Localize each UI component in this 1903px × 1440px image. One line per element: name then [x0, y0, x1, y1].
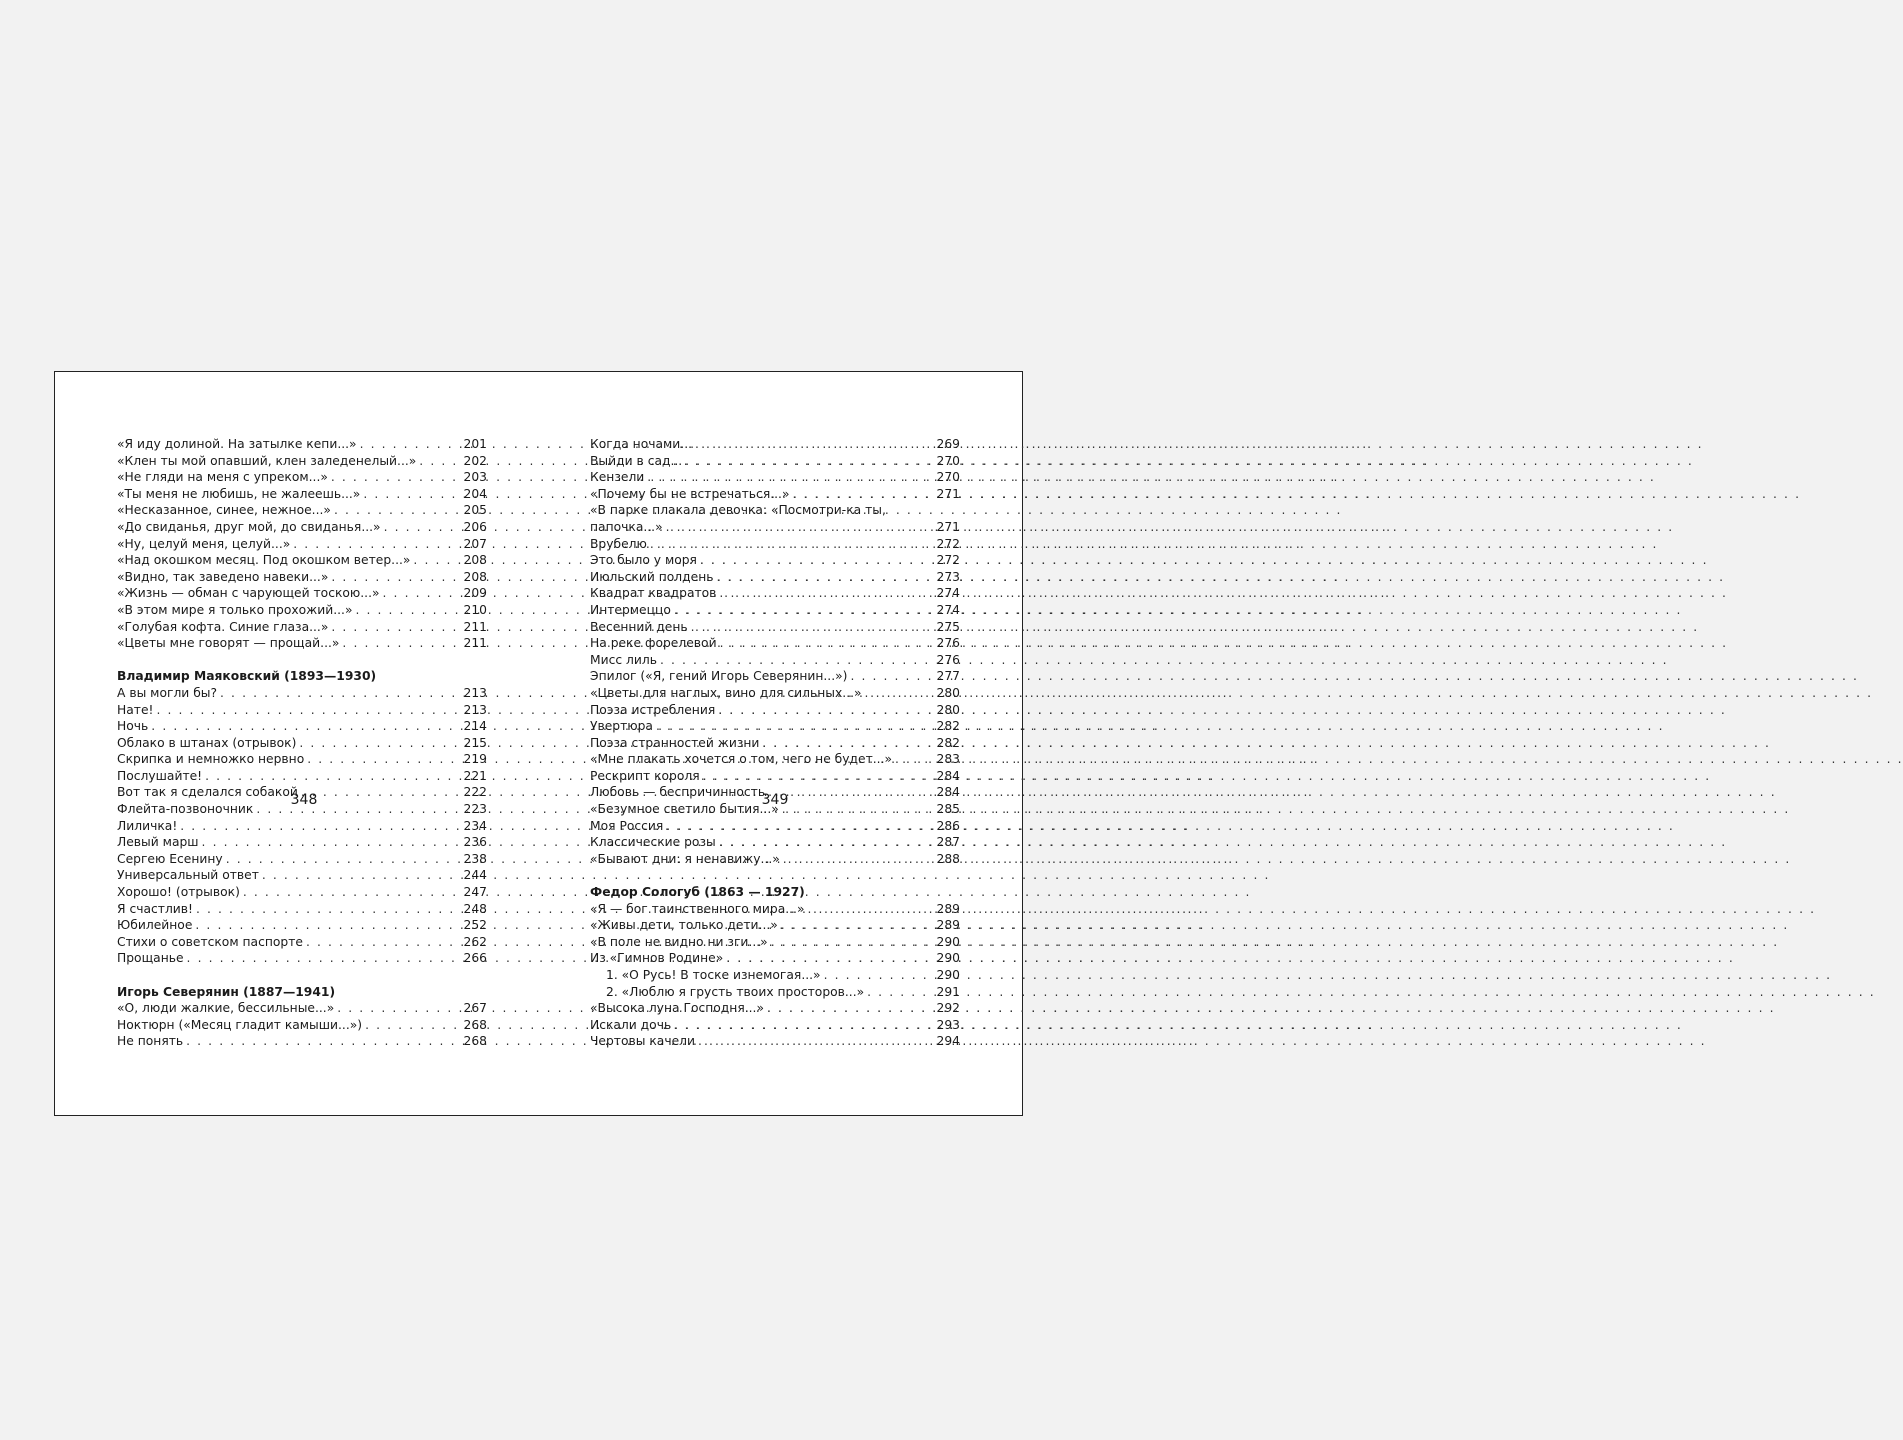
toc-entry[interactable]: [590, 967, 960, 984]
entry-title: Ноктюрн («Месяц гладит камыши...»): [117, 1017, 363, 1032]
entry-title: Юбилейное: [117, 918, 193, 933]
entry-title: «Несказанное, синее, нежное...»: [117, 503, 331, 518]
left-page-number: 348: [290, 792, 318, 808]
dot-leader: [656, 718, 933, 735]
entry-page-number: 268: [463, 1034, 487, 1049]
dot-leader: [156, 702, 460, 719]
dot-leader: [360, 436, 460, 453]
entry-title: Лиличка!: [117, 818, 178, 833]
dot-leader: [720, 635, 933, 652]
entry-title: Послушайте!: [117, 768, 203, 783]
toc-entry[interactable]: [590, 519, 960, 536]
entry-title: «Безумное светило бытия...»: [590, 802, 779, 817]
entry-title: «Видно, так заведено навеки...»: [117, 569, 329, 584]
entry-title: Флейта-позвоночник: [117, 802, 254, 817]
entry-page-number: 238: [463, 851, 487, 866]
toc-entry[interactable]: [590, 917, 960, 934]
entry-page-number: 269: [936, 437, 960, 451]
entry-title: Из «Гимнов Родине»: [590, 951, 724, 966]
dot-leader: [781, 917, 933, 934]
toc-entry[interactable]: [117, 917, 487, 934]
toc-entry[interactable]: [117, 569, 487, 586]
entry-page-number: 294: [936, 1034, 960, 1049]
entry-title: Это было у моря: [590, 553, 697, 568]
toc-entry[interactable]: [117, 1000, 487, 1017]
entry-title: «Бывают дни: я ненавижу...»: [590, 851, 780, 866]
toc-entry[interactable]: [117, 685, 487, 702]
dot-leader: [331, 619, 460, 636]
entry-title: Ночь: [117, 719, 149, 734]
entry-page-number: 234: [463, 818, 487, 833]
entry-page-number: 204: [463, 486, 487, 501]
entry-page-number: 244: [463, 868, 487, 883]
entry-page-number: 273: [936, 569, 960, 584]
entry-page-number: 283: [936, 752, 960, 767]
entry-page-number: 262: [463, 934, 487, 949]
entry-title: «Цветы мне говорят — прощай...»: [117, 636, 340, 651]
dot-leader: [647, 469, 933, 486]
entry-page-number: 203: [463, 470, 487, 485]
toc-entry[interactable]: [590, 851, 960, 868]
entry-title: «В парке плакала девочка: «Посмотри-ка ты,: [590, 503, 886, 518]
entry-title: Чертовы качели: [590, 1034, 695, 1049]
dot-leader: [334, 502, 460, 519]
toc-entry[interactable]: [590, 668, 960, 685]
entry-title: «Цветы для наглых, вино для сильных...»: [590, 685, 862, 700]
entry-page-number: 252: [463, 918, 487, 933]
toc-entry[interactable]: [117, 851, 487, 868]
dot-leader: [226, 851, 460, 868]
dot-leader: [186, 1033, 460, 1050]
entry-title: Облако в штанах (отрывок): [117, 735, 297, 750]
toc-entry[interactable]: [590, 735, 960, 752]
dot-leader: [196, 901, 460, 918]
dot-leader: [413, 552, 460, 569]
toc-entry[interactable]: [590, 950, 960, 967]
entry-page-number: 286: [936, 818, 960, 833]
toc-entry[interactable]: [117, 768, 487, 785]
entry-page-number: 274: [936, 602, 960, 617]
dot-leader: [695, 436, 933, 453]
entry-title: Прощанье: [117, 951, 184, 966]
entry-page-number: 271: [936, 486, 960, 501]
entry-page-number: 267: [463, 1001, 487, 1016]
dot-leader: [307, 751, 460, 768]
right-page-number: 349: [761, 792, 789, 808]
toc-entry[interactable]: [590, 569, 960, 586]
entry-page-number: 284: [936, 768, 960, 783]
toc-entry[interactable]: [117, 602, 487, 619]
entry-title: Кензели: [590, 470, 645, 485]
entry-title: Стихи о советском паспорте: [117, 934, 303, 949]
entry-page-number: 290: [936, 951, 960, 966]
dot-leader: [867, 984, 933, 1001]
entry-page-number: 208: [463, 553, 487, 568]
entry-title: «Ну, целуй меня, целуй...»: [117, 536, 291, 551]
entry-title: Любовь — беспричинность: [590, 785, 766, 800]
dot-leader: [762, 735, 933, 752]
dot-leader: [262, 867, 460, 884]
dot-leader: [698, 1033, 933, 1050]
entry-page-number: 287: [936, 835, 960, 850]
dot-leader: [660, 652, 933, 669]
entry-page-number: 209: [463, 586, 487, 601]
toc-entry[interactable]: [117, 884, 487, 901]
entry-title: Сергею Есенину: [117, 851, 223, 866]
entry-title: «Высока луна Господня...»: [590, 1001, 764, 1016]
toc-entry[interactable]: [590, 502, 960, 519]
toc-entry[interactable]: [590, 585, 960, 602]
toc-entry[interactable]: [117, 834, 487, 851]
entry-page-number: 266: [463, 951, 487, 966]
entry-title: «Жизнь — обман с чарующей тоскою...»: [117, 586, 380, 601]
toc-entry[interactable]: [590, 436, 960, 453]
entry-title: Весенний день: [590, 619, 688, 634]
entry-title: Нате!: [117, 702, 154, 717]
toc-entry[interactable]: [117, 469, 487, 486]
toc-entry[interactable]: [590, 685, 960, 702]
entry-page-number: 205: [463, 503, 487, 518]
toc-entry[interactable]: [590, 1000, 960, 1017]
entry-page-number: 208: [463, 569, 487, 584]
dot-leader: [717, 569, 933, 586]
dot-leader: [419, 453, 460, 470]
entry-page-number: 282: [936, 719, 960, 734]
entry-page-number: 214: [463, 719, 487, 734]
toc-entry[interactable]: [117, 502, 487, 519]
entry-page-number: 276: [936, 652, 960, 667]
entry-page-number: 211: [463, 619, 487, 634]
toc-entry[interactable]: [117, 552, 487, 569]
dot-leader: [767, 1000, 933, 1017]
entry-title: «В поле не видно ни зги...»: [590, 934, 768, 949]
entry-page-number: 202: [463, 453, 487, 468]
entry-page-number: 219: [463, 752, 487, 767]
entry-title: Универсальный ответ: [117, 868, 259, 883]
dot-leader: [674, 602, 933, 619]
dot-leader: [383, 585, 460, 602]
entry-title: Моя Россия: [590, 818, 664, 833]
entry-title: Эпилог («Я, гений Игорь Северянин...»): [590, 669, 848, 684]
entry-page-number: 210: [463, 602, 487, 617]
toc-entry[interactable]: [590, 536, 960, 553]
entry-title: Выйди в сад...: [590, 453, 683, 468]
toc-entry[interactable]: [590, 469, 960, 486]
toc-entry[interactable]: [590, 818, 960, 835]
dot-leader: [850, 668, 933, 685]
dot-leader: [243, 884, 460, 901]
book-spread: [54, 371, 1023, 1116]
entry-page-number: 291: [936, 984, 960, 999]
entry-title: Июльский полдень: [590, 569, 714, 584]
entry-title: «Живы дети, только дети...»: [590, 918, 778, 933]
dot-leader: [195, 917, 460, 934]
entry-title: Когда ночами...: [590, 437, 693, 451]
toc-entry[interactable]: [117, 735, 487, 752]
entry-title: Поэза странностей жизни: [590, 735, 760, 750]
entry-title: папочка...»: [590, 519, 663, 534]
toc-entry[interactable]: [590, 619, 960, 636]
left-page-contents: [117, 436, 487, 1050]
toc-entry[interactable]: [117, 536, 487, 553]
toc-entry[interactable]: [117, 867, 487, 884]
entry-page-number: 277: [936, 669, 960, 684]
toc-entry[interactable]: [590, 602, 960, 619]
entry-title: На реке форелевой: [590, 636, 717, 651]
dot-leader: [365, 1017, 460, 1034]
entry-page-number: 270: [936, 453, 960, 468]
entry-page-number: 207: [463, 536, 487, 551]
entry-page-number: 290: [936, 934, 960, 949]
author-heading: Игорь Северянин (1887—1941): [117, 984, 336, 999]
dot-leader: [783, 851, 933, 868]
entry-title: Рескрипт короля: [590, 768, 700, 783]
entry-title: Не понять: [117, 1034, 184, 1049]
entry-page-number: 275: [936, 619, 960, 634]
entry-title: Искали дочь: [590, 1017, 672, 1032]
dot-leader: [299, 735, 460, 752]
dot-leader: [895, 751, 933, 768]
entry-page-number: 290: [936, 968, 960, 982]
toc-entry[interactable]: [117, 718, 487, 735]
dot-leader: [151, 718, 460, 735]
dot-leader: [691, 619, 933, 636]
dot-leader: [306, 934, 460, 951]
toc-entry[interactable]: [117, 1017, 487, 1034]
dot-leader: [187, 950, 460, 967]
dot-leader: [355, 602, 460, 619]
entry-page-number: 271: [936, 519, 960, 534]
entry-page-number: 248: [463, 901, 487, 916]
entry-title: «Над окошком месяц. Под окошком ветер...»: [117, 553, 411, 568]
toc-entry[interactable]: [590, 984, 960, 1001]
toc-entry[interactable]: [590, 702, 960, 719]
toc-entry[interactable]: [117, 1033, 487, 1050]
entry-title: Левый марш: [117, 835, 199, 850]
dot-leader: [180, 818, 460, 835]
dot-leader: [337, 1000, 460, 1017]
entry-title: «Клен ты мой опавший, клен заледенелый...»: [117, 453, 417, 468]
toc-entry[interactable]: [117, 519, 487, 536]
toc-entry[interactable]: [117, 453, 487, 470]
entry-title: Мисс лиль: [590, 652, 657, 667]
entry-page-number: 236: [463, 835, 487, 850]
entry-page-number: 201: [463, 437, 487, 451]
dot-leader: [865, 685, 933, 702]
entry-page-number: 292: [936, 1001, 960, 1016]
dot-leader: [719, 834, 933, 851]
toc-entry[interactable]: [117, 934, 487, 951]
toc-entry[interactable]: [117, 950, 487, 967]
author-heading: Федор Сологуб (1863 — 1927): [590, 885, 805, 900]
entry-title: «Я иду долиной. На затылке кепи...»: [117, 437, 357, 451]
toc-entry[interactable]: [117, 751, 487, 768]
entry-title: Скрипка и немножко нервно: [117, 752, 305, 767]
toc-entry[interactable]: [590, 1033, 960, 1050]
entry-page-number: 276: [936, 636, 960, 651]
dot-leader: [331, 469, 460, 486]
entry-page-number: 289: [936, 901, 960, 916]
entry-title: Увертюра: [590, 719, 653, 734]
entry-title: Поэза истребления: [590, 702, 716, 717]
entry-page-number: 247: [463, 885, 487, 900]
entry-page-number: 213: [463, 702, 487, 717]
entry-page-number: 211: [463, 636, 487, 651]
dot-leader: [703, 768, 933, 785]
toc-entry[interactable]: [590, 453, 960, 470]
entry-title: Врубелю: [590, 536, 647, 551]
toc-entry[interactable]: [117, 635, 487, 652]
author-heading: Владимир Маяковский (1893—1930): [117, 669, 377, 684]
dot-leader: [674, 1017, 933, 1034]
entry-title: Вот так я сделался собакой: [117, 785, 298, 800]
entry-title: Квадрат квадратов: [590, 586, 717, 601]
dot-leader: [650, 536, 933, 553]
toc-entry[interactable]: [590, 901, 960, 918]
entry-title: «Мне плакать хочется о том, чего не будет...»: [590, 752, 893, 767]
toc-entry[interactable]: [117, 818, 487, 835]
entry-title: 2. «Люблю я грусть твоих просторов...»: [606, 984, 865, 999]
entry-page-number: 222: [463, 785, 487, 800]
entry-page-number: 274: [936, 586, 960, 601]
dot-leader: [726, 950, 933, 967]
entry-title: «Ты меня не любишь, не жалеешь...»: [117, 486, 361, 501]
entry-page-number: 213: [463, 685, 487, 700]
entry-title: Хорошо! (отрывок): [117, 885, 240, 900]
entry-title: «До свиданья, друг мой, до свиданья...»: [117, 519, 381, 534]
dot-leader: [363, 486, 460, 503]
entry-page-number: 215: [463, 735, 487, 750]
right-page-contents: [590, 436, 960, 1050]
toc-entry[interactable]: [590, 1017, 960, 1034]
toc-entry[interactable]: [590, 834, 960, 851]
entry-title: А вы могли бы?: [117, 685, 218, 700]
dot-leader: [384, 519, 460, 536]
toc-entry[interactable]: [590, 552, 960, 569]
dot-leader: [666, 519, 933, 536]
dot-leader: [792, 486, 933, 503]
toc-entry[interactable]: [590, 751, 960, 768]
dot-leader: [202, 834, 460, 851]
toc-entry[interactable]: [117, 436, 487, 453]
entry-page-number: 272: [936, 536, 960, 551]
entry-page-number: 284: [936, 785, 960, 800]
entry-page-number: 285: [936, 802, 960, 817]
dot-leader: [220, 685, 460, 702]
entry-title: Классические розы: [590, 835, 716, 850]
toc-entry[interactable]: [117, 619, 487, 636]
entry-page-number: 268: [463, 1017, 487, 1032]
toc-entry[interactable]: [590, 486, 960, 503]
dot-leader: [807, 901, 933, 918]
entry-title: «Я — бог таинственного мира...»: [590, 901, 805, 916]
toc-entry[interactable]: [117, 702, 487, 719]
entry-title: «Почему бы не встречаться...»: [590, 486, 790, 501]
toc-entry[interactable]: [590, 934, 960, 951]
dot-leader: [719, 585, 933, 602]
entry-title: Я счастлив!: [117, 901, 193, 916]
entry-title: «О, люди жалкие, бессильные...»: [117, 1001, 335, 1016]
dot-leader: [700, 552, 933, 569]
entry-page-number: 289: [936, 918, 960, 933]
toc-entry[interactable]: [117, 486, 487, 503]
entry-page-number: 280: [936, 702, 960, 717]
dot-leader: [718, 702, 933, 719]
entry-title: «Не гляди на меня с упреком...»: [117, 470, 328, 485]
toc-entry[interactable]: [590, 635, 960, 652]
entry-page-number: 223: [463, 802, 487, 817]
entry-page-number: 288: [936, 851, 960, 866]
entry-page-number: 270: [936, 470, 960, 485]
toc-entry[interactable]: [590, 652, 960, 669]
dot-leader: [205, 768, 460, 785]
toc-entry[interactable]: [117, 585, 487, 602]
dot-leader: [685, 453, 933, 470]
entry-page-number: 282: [936, 735, 960, 750]
entry-page-number: 272: [936, 553, 960, 568]
entry-page-number: 280: [936, 685, 960, 700]
dot-leader: [771, 934, 933, 951]
dot-leader: [342, 635, 460, 652]
dot-leader: [293, 536, 460, 553]
dot-leader: [824, 967, 933, 984]
entry-page-number: 293: [936, 1017, 960, 1032]
toc-entry[interactable]: [590, 718, 960, 735]
toc-entry[interactable]: [117, 901, 487, 918]
toc-entry[interactable]: [590, 768, 960, 785]
entry-page-number: 221: [463, 768, 487, 783]
entry-title: Интермеццо: [590, 602, 671, 617]
dot-leader: [666, 818, 933, 835]
dot-leader: [331, 569, 460, 586]
entry-page-number: 206: [463, 519, 487, 534]
entry-title: «В этом мире я только прохожий...»: [117, 602, 353, 617]
entry-title: 1. «О Русь! В тоске изнемогая...»: [606, 968, 821, 982]
entry-title: «Голубая кофта. Синие глаза...»: [117, 619, 329, 634]
